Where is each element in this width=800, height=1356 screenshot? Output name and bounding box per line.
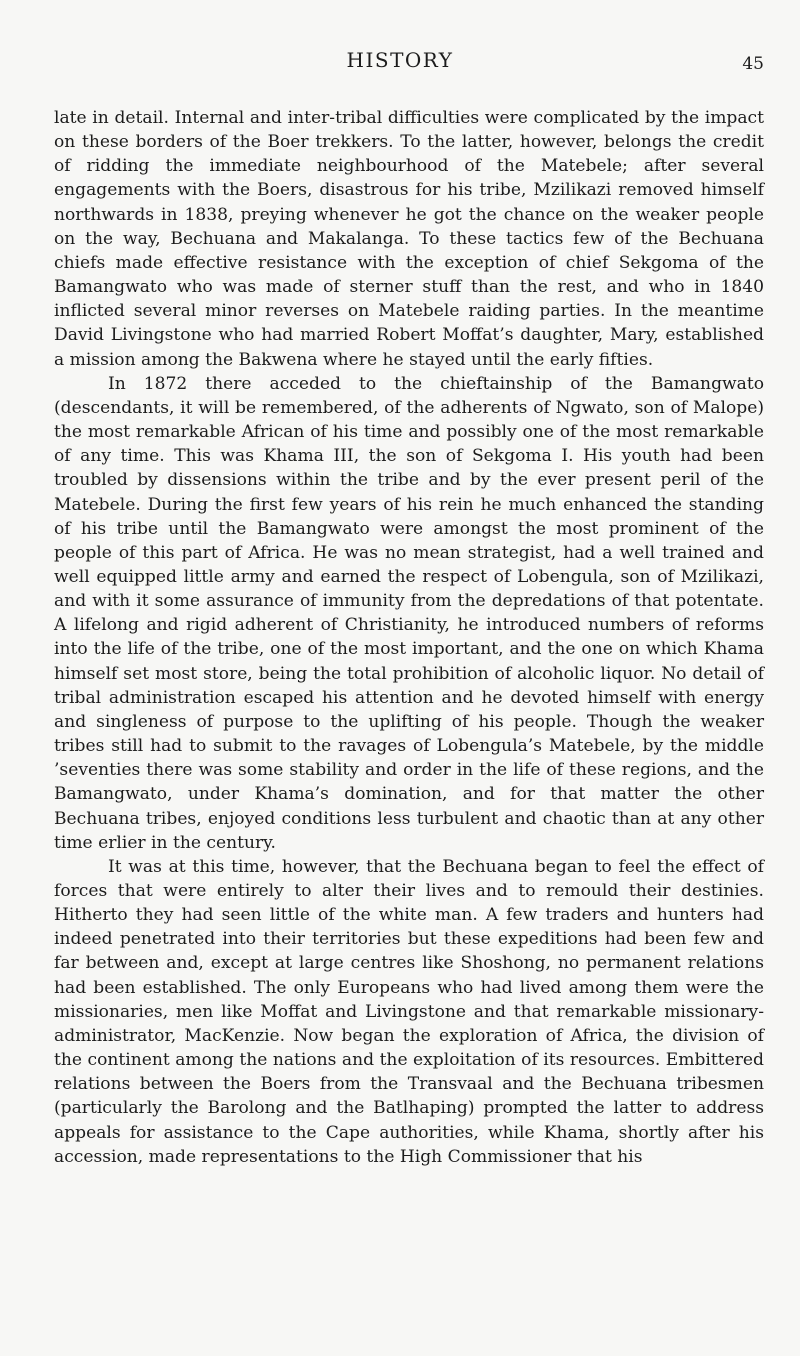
- paragraph-2: In 1872 there acceded to the chieftainship of the Bamangwato (descendants, it will be remembered, of the adherents of Ngwato, son of Malope) the most remarkable African of his time and possibly one of the most remarkable of any time. This was Khama III, the son of Sekgoma I. His youth had been troubled by dissensions within the tribe and by the ever present peril of the Matebele. During the first few years of his rein he much enhanced the standing of his tribe until the Bamangwato were amongst the most prominent of the people of this part of Africa. He was no mean strategist, had a well trained and well equipped little army and earned the respect of Lobengula, son of Mzilikazi, and with it some assurance of immunity from the depredations of that potentate. A lifelong and rigid adherent of Christianity, he introduced numbers of reforms into the life of the tribe, one of the most important, and the one on which Khama himself set most store, being the total prohibition of alcoholic liquor. No detail of tribal administration escaped his attention and he devoted himself with energy and singleness of purpose to the uplifting of his people. Though the weaker tribes still had to submit to the ravages of Lobengula’s Matebele, by the middle ’seventies there was some stability and order in the life of these regions, and the Bamangwato, under Khama’s domination, and for that matter the other Bechuana tribes, enjoyed conditions less turbulent and chaotic than at any other time erlier in the century.: [54, 373, 764, 853]
- chapter-title: HISTORY: [346, 48, 454, 72]
- paragraph-1: late in detail. Internal and inter-tribal difficulties were complicated by the impact on these borders of the Boer trekkers. To the latter, however, belongs the credit of ridding the immediate neighbourhood of the Matebele; after several engagements with the Boers, disastrous for his tribe, Mzilikazi removed himself northwards in 1838, preying whenever he got the chance on the weaker people on the way, Bechuana and Makalanga. To these tactics few of the Bechuana chiefs made effective resistance with the exception of chief Sekgoma of the Bamangwato who was made of sterner stuff than the rest, and who in 1840 inflicted several minor reverses on Matebele raiding parties. In the meantime David Livingstone who had married Robert Moffat’s daughter, Mary, established a mission among the Bakwena where he stayed until the early fifties.: [54, 108, 764, 370]
- paragraph-3: It was at this time, however, that the Bechuana began to feel the effect of forces that were entirely to alter their lives and to remould their destinies. Hitherto they had seen little of the white man. A few traders and hunters had indeed penetrated into their territories but these expeditions had been few and far between and, except at large centres like Shoshong, no permanent relations had been established. The only Europeans who had lived among them were the missionaries, men like Moffat and Livingstone and that remarkable missionary-administrator, MacKenzie. Now began the exploration of Africa, the division of the continent among the nations and the exploitation of its resources. Embittered relations between the Boers from the Transvaal and the Bechuana tribesmen (particularly the Barolong and the Batlhaping) prompted the latter to address appeals for assistance to the Cape authorities, while Khama, shortly after his accession, made representations to the High Commissioner that his: [54, 856, 764, 1167]
- body-text: [54, 106, 764, 1169]
- page-number: 45: [742, 54, 764, 74]
- running-header: [0, 48, 800, 76]
